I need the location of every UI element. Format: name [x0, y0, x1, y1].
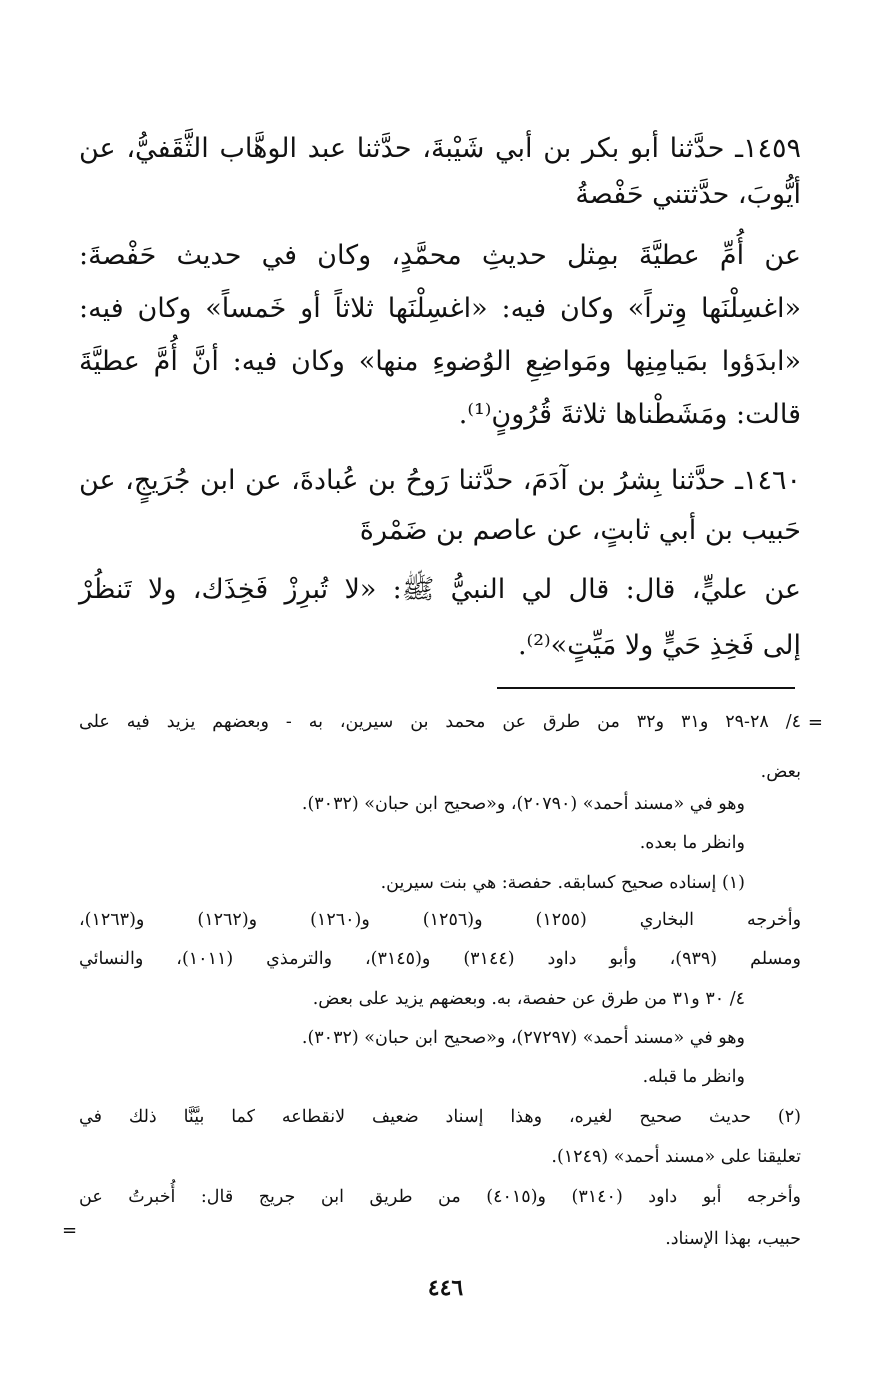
hadith-1459-matn-line-3: «ابدَؤوا بمَيامِنِها ومَواضِعِ الوُضوءِ منها» وكان فيه: أنَّ أُمَّ عطيَّةَ — [79, 346, 801, 377]
hadith-1460-isnad-line-1: ١٤٦٠ـ حدَّثنا بِشرُ بن آدَمَ، حدَّثنا رَوحُ بن عُبادةَ، عن ابن جُرَيجٍ، عن — [79, 465, 801, 496]
footnote-1-line-6: وانظر ما قبله. — [642, 1067, 745, 1087]
page-number: ٤٤٦ — [427, 1275, 464, 1301]
footnote-continuation-line-3: وهو في «مسند أحمد» (٢٠٧٩٠)، و«صحيح ابن حبان» (٣٠٣٢). — [301, 794, 745, 814]
hadith-1459-isnad-line-2: أيُّوبَ، حدَّثتني حَفْصةُ — [575, 179, 801, 210]
hadith-1459-matn-line-4: قالت: ومَشَطْناها ثلاثةَ قُرُونٍ⁽¹⁾. — [458, 399, 801, 430]
footnote-1-line-3: ومسلم (٩٣٩)، وأبو داود (٣١٤٤) و(٣١٤٥)، والترمذي (١٠١١)، والنسائي — [79, 949, 801, 969]
footnote-2-line-2: تعليقنا على «مسند أحمد» (١٢٤٩). — [551, 1147, 801, 1167]
hadith-1460-matn-line-1: عن عليٍّ، قال: قال لي النبيُّ ﷺ: «لا تُبرِزْ فَخِذَك، ولا تَنظُرْ — [79, 574, 801, 605]
continues-next-page-marker: = — [62, 1220, 78, 1241]
continuation-marker: = — [807, 712, 823, 733]
footnote-separator — [497, 687, 795, 689]
hadith-1459-matn-line-2: «اغسِلْنَها وِتراً» وكان فيه: «اغسِلْنَها ثلاثاً أو خَمساً» وكان فيه: — [79, 293, 801, 324]
footnote-2-line-4: حبيب، بهذا الإسناد. — [665, 1229, 801, 1249]
footnote-continuation-line-1: ٤/ ٢٨-٢٩ و٣١ و٣٢ من طرق عن محمد بن سيرين، به - وبعضهم يزيد فيه على — [79, 712, 802, 732]
hadith-1460-isnad-line-2: حَبيب بن أبي ثابتٍ، عن عاصم بن ضَمْرةَ — [359, 515, 801, 546]
footnote-1-line-2: وأخرجه البخاري (١٢٥٥) و(١٢٥٦) و(١٢٦٠) و(١٢٦٢) و(١٢٦٣)، — [79, 910, 802, 930]
hadith-1460-matn-line-2: إلى فَخِذِ حَيٍّ ولا مَيِّتٍ»⁽²⁾. — [517, 630, 801, 661]
footnote-2-line-1: (٢) حديث صحيح لغيره، وهذا إسناد ضعيف لانقطاعه كما بيَّنَّا ذلك في — [79, 1107, 801, 1127]
footnote-2-line-3: وأخرجه أبو داود (٣١٤٠) و(٤٠١٥) من طريق ابن جريج قال: أُخبرتُ عن — [79, 1187, 802, 1207]
footnote-continuation-line-2: بعض. — [760, 762, 801, 782]
hadith-1459-matn-line-1: عن أُمِّ عطيَّةَ بمِثل حديثِ محمَّدٍ، وكان في حديث حَفْصةَ: — [79, 240, 801, 271]
hadith-1459-isnad-line-1: ١٤٥٩ـ حدَّثنا أبو بكر بن أبي شَيْبةَ، حدَّثنا عبد الوهَّاب الثَّقَفيُّ، عن — [79, 133, 801, 164]
footnote-continuation-line-4: وانظر ما بعده. — [639, 833, 745, 853]
footnote-1-line-1: (١) إسناده صحيح كسابقه. حفصة: هي بنت سيرين. — [380, 873, 745, 893]
footnote-1-line-5: وهو في «مسند أحمد» (٢٧٢٩٧)، و«صحيح ابن حبان» (٣٠٣٢). — [301, 1028, 745, 1048]
footnote-1-line-4: ٤/ ٣٠ و٣١ من طرق عن حفصة، به. وبعضهم يزيد على بعض. — [312, 989, 745, 1009]
